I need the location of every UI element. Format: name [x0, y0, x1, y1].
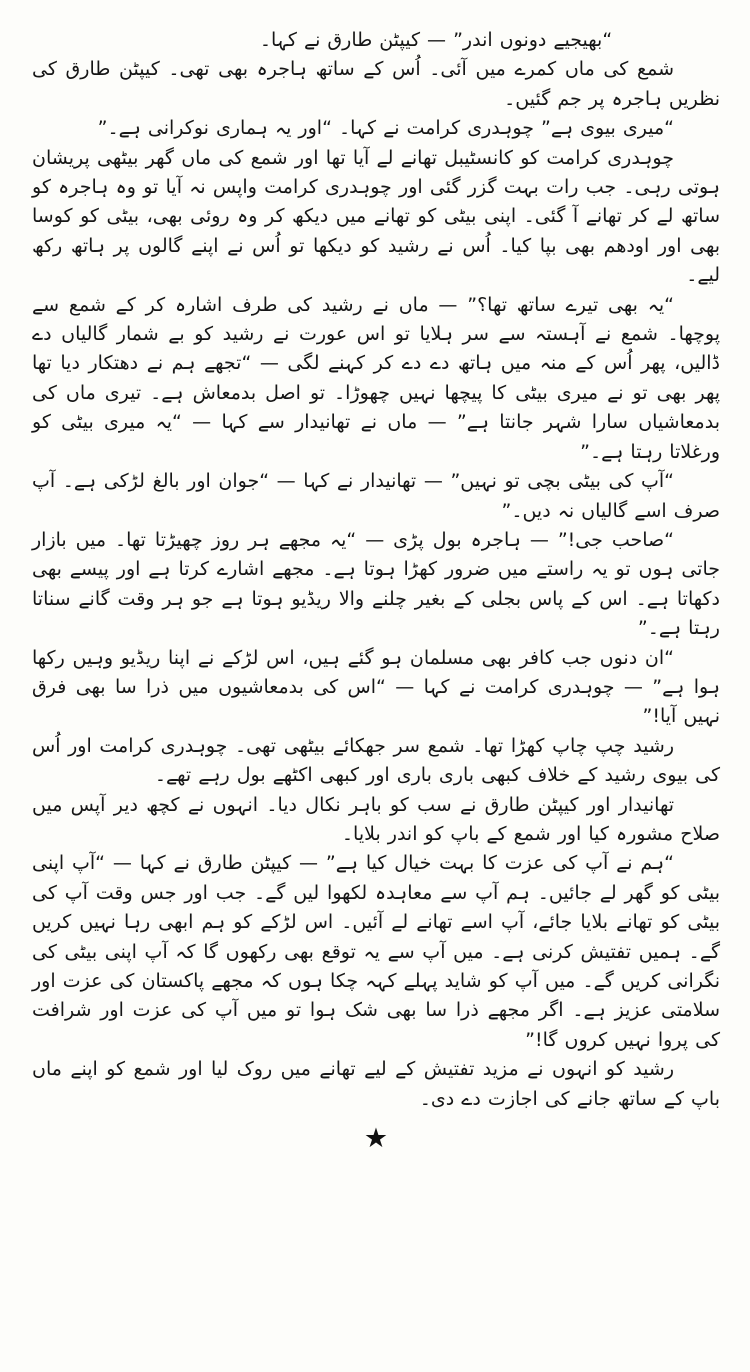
paragraph: شمع کی ماں کمرے میں آئی۔ اُس کے ساتھ ہاجرہ بھی تھی۔ کیپٹن طارق کی نظریں ہاجرہ پر جم گئیں۔: [32, 58, 720, 110]
paragraph-dialogue: “صاحب جی!” — ہاجرہ بول پڑی — “یہ مجھے ہر روز چھیڑتا تھا۔ میں بازار جاتی ہوں تو یہ راستے میں ضرور کھڑا ہوتا ہے۔ مجھے اشارے کرتا ہے اور پیسے بھی دکھاتا ہے۔ اس کے پاس بجلی کے بغیر چلنے والا ریڈیو ہوتا ہے جو ہر وقت گانے سناتا رہتا ہے۔”: [32, 528, 720, 640]
paragraph-dialogue: “میری بیوی ہے” چوہدری کرامت نے کہا۔ “اور یہ ہماری نوکرانی ہے۔”: [97, 117, 674, 140]
paragraph-dialogue: “ان دنوں جب کافر بھی مسلمان ہو گئے ہیں، اس لڑکے نے اپنا ریڈیو وہیں رکھا ہوا ہے” — چوہدری کرامت نے کہا — “اس کی بدمعاشیوں میں ذرا سا بھی فرق نہیں آیا!”: [32, 646, 720, 728]
paragraph-dialogue: “آپ کی بیٹی بچی تو نہیں” — تھانیدار نے کہا — “جوان اور بالغ لڑکی ہے۔ آپ صرف اسے گالیاں نہ دیں۔”: [32, 470, 720, 522]
paragraph: رشید کو انہوں نے مزید تفتیش کے لیے تھانے میں روک لیا اور شمع کو اپنے ماں باپ کے ساتھ جانے کی اجازت دے دی۔: [32, 1058, 720, 1110]
star-icon: ★: [363, 1123, 389, 1155]
paragraph-dialogue: “ہم نے آپ کی عزت کا بہت خیال کیا ہے” — کیپٹن طارق نے کہا — “آپ اپنی بیٹی کو گھر لے جائیں۔ ہم آپ سے معاہدہ لکھوا لیں گے۔ جب اور جس وقت آپ کی بیٹی کو تھانے بلایا جائے، آپ اسے تھانے لے آئیں۔ اس لڑکے کو ہم ابھی رہا نہیں کریں گے۔ ہمیں تفتیش کرنی ہے۔ میں آپ سے یہ توقع بھی رکھوں گا کہ آپ اپنی بیٹی کی نگرانی کریں گے۔ میں آپ کو شاید پہلے کہہ چکا ہوں کہ مجھے پاکستان کی عزت اور سلامتی عزیز ہے۔ اگر مجھے ذرا سا بھی شک ہوا تو میں آپ کی عزت اور شرافت کی پروا نہیں کروں گا!”: [32, 852, 720, 1051]
paragraph: تھانیدار اور کیپٹن طارق نے سب کو باہر نکال دیا۔ انہوں نے کچھ دیر آپس میں صلاح مشورہ کیا اور شمع کے باپ کو اندر بلایا۔: [32, 793, 720, 845]
paragraph-opening-dialogue: “بھیجیے دونوں اندر” — کیپٹن طارق نے کہا۔: [259, 29, 613, 51]
paragraph-dialogue: “یہ بھی تیرے ساتھ تھا؟” — ماں نے رشید کی طرف اشارہ کر کے شمع سے پوچھا۔ شمع نے آہستہ سے سر ہلایا تو اس عورت نے رشید کو بے شمار گالیاں دے ڈالیں، پھر اُس کے منہ میں ہاتھ دے دے کر کہنے لگی — “تجھے ہم نے دھتکار دیا تھا پھر بھی تو نے میری بیٹی کا پیچھا نہیں چھوڑا۔ تو اصل بدمعاش ہے۔ تیری ماں کی بدمعاشیاں سارا شہر جانتا ہے” — ماں نے تھانیدار سے کہا — “یہ میری بیٹی کو ورغلاتا رہتا ہے۔”: [32, 293, 720, 463]
paragraph: رشید چپ چاپ کھڑا تھا۔ شمع سر جھکائے بیٹھی تھی۔ چوہدری کرامت اور اُس کی بیوی رشید کے خلاف کبھی باری باری اور کبھی اکٹھے بول رہے تھے۔: [32, 734, 720, 787]
paragraph: چوہدری کرامت کو کانسٹیبل تھانے لے آیا تھا اور شمع کی ماں گھر بیٹھی پریشان ہوتی رہی۔ جب رات بہت گزر گئی اور چوہدری کرامت واپس نہ آیا تو وہ ہاجرہ کو ساتھ لے کر تھانے آ گئی۔ اپنی بیٹی کو تھانے میں دیکھ کر وہ روئی بھی، بیٹی کو کوسا بھی اور اودھم بھی بپا کیا۔ اُس نے رشید کو دیکھا تو اُس نے اپنے گالوں پر ہاتھ رکھ لیے۔: [32, 146, 720, 287]
